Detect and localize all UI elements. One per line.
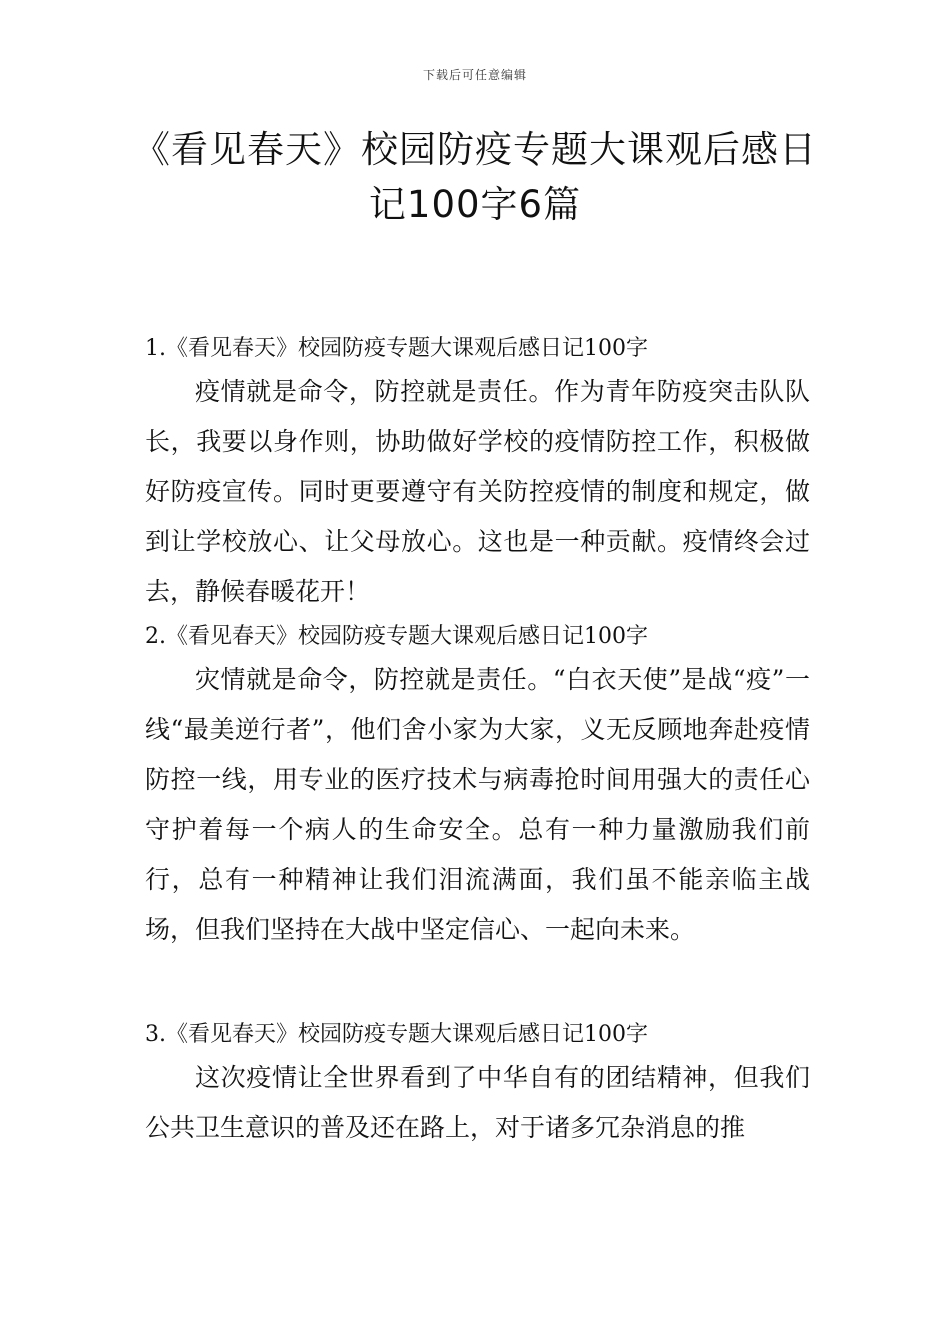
section-gap bbox=[145, 955, 810, 1017]
section-3 bbox=[145, 1017, 810, 1153]
section-1 bbox=[145, 331, 810, 617]
section-body: 灾情就是命令，防控就是责任。“白衣天使”是战“疫”一线“最美逆行者”，他们舍小家为大家，义无反顾地奔赴疫情防控一线，用专业的医疗技术与病毒抢时间用强大的责任心守护着每一个病人的生命安全。总有一种力量激励我们前行，总有一种精神让我们泪流满面，我们虽不能亲临主战场，但我们坚持在大战中坚定信心、一起向未来。 bbox=[145, 665, 810, 944]
section-2 bbox=[145, 619, 810, 955]
section-heading: 1.《看见春天》校园防疫专题大课观后感日记100字 bbox=[145, 336, 648, 361]
document-title: 《看见春天》校园防疫专题大课观后感日记100字6篇 bbox=[133, 128, 817, 226]
section-body: 疫情就是命令，防控就是责任。作为青年防疫突击队队长，我要以身作则，协助做好学校的疫情防控工作，积极做好防疫宣传。同时更要遵守有关防控疫情的制度和规定，做到让学校放心、让父母放心。这也是一种贡献。疫情终会过去，静候春暖花开！ bbox=[145, 377, 810, 606]
section-heading: 2.《看见春天》校园防疫专题大课观后感日记100字 bbox=[145, 624, 648, 649]
section-body: 这次疫情让全世界看到了中华自有的团结精神，但我们公共卫生意识的普及还在路上，对于诸多冗杂消息的推 bbox=[145, 1063, 810, 1142]
header-note: 下载后可任意编辑 bbox=[422, 68, 527, 82]
document-content bbox=[145, 331, 810, 1153]
section-heading: 3.《看见春天》校园防疫专题大课观后感日记100字 bbox=[145, 1022, 648, 1047]
